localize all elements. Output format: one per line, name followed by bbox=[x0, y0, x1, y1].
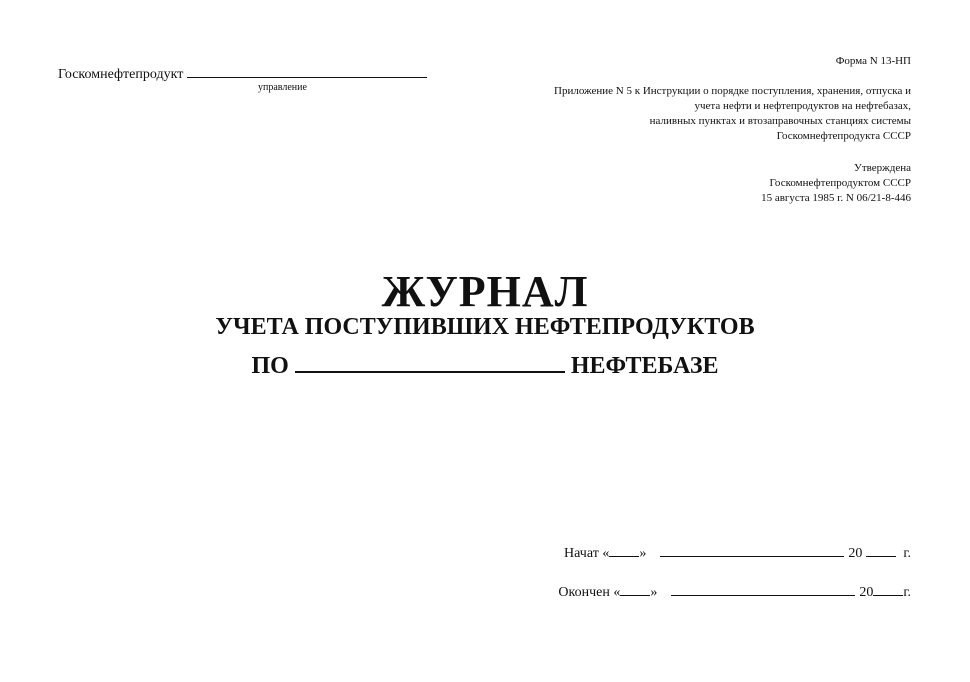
year-suffix: г. bbox=[903, 585, 911, 600]
start-year-blank-field[interactable] bbox=[866, 544, 896, 557]
document-title: ЖУРНАЛ bbox=[381, 267, 589, 316]
depot-suffix: НЕФТЕБАЗЕ bbox=[570, 353, 719, 379]
close-quote: » bbox=[650, 585, 658, 600]
year-prefix: 20 bbox=[848, 546, 863, 561]
appendix-line: Приложение N 5 к Инструкции о порядке поступления, хранения, отпуска и bbox=[554, 85, 911, 97]
end-year-blank-field[interactable] bbox=[873, 583, 903, 596]
organization-name: Госкомнефтепродукт bbox=[58, 67, 184, 82]
depot-prefix: ПО bbox=[251, 353, 289, 379]
approval-line: Госкомнефтепродуктом СССР bbox=[769, 177, 911, 189]
end-month-blank-field[interactable] bbox=[671, 583, 855, 596]
approval-line: 15 августа 1985 г. N 06/21-8-446 bbox=[761, 192, 911, 204]
start-date-line bbox=[564, 544, 911, 562]
form-number: Форма N 13-НП bbox=[835, 55, 911, 67]
appendix-line: Госкомнефтепродукта СССР bbox=[776, 130, 911, 142]
organization-blank-field[interactable] bbox=[187, 64, 427, 78]
organization-line bbox=[58, 64, 427, 83]
depot-name-blank-field[interactable] bbox=[295, 347, 565, 373]
year-suffix: г. bbox=[903, 546, 911, 561]
close-quote: » bbox=[639, 546, 647, 561]
start-month-blank-field[interactable] bbox=[660, 544, 844, 557]
open-quote: « bbox=[613, 585, 621, 600]
end-day-blank-field[interactable] bbox=[620, 583, 650, 596]
year-prefix: 20 bbox=[859, 585, 874, 600]
end-date-line bbox=[558, 583, 911, 601]
start-date-label: Начат bbox=[564, 546, 599, 561]
start-day-blank-field[interactable] bbox=[609, 544, 639, 557]
appendix-line: учета нефти и нефтепродуктов на нефтебазах, bbox=[694, 100, 911, 112]
document-subtitle: УЧЕТА ПОСТУПИВШИХ НЕФТЕПРОДУКТОВ bbox=[215, 314, 755, 340]
end-date-label: Окончен bbox=[558, 585, 610, 600]
approval-line: Утверждена bbox=[854, 162, 911, 174]
appendix-note bbox=[554, 84, 911, 144]
open-quote: « bbox=[602, 546, 610, 561]
depot-line bbox=[0, 347, 970, 380]
organization-caption: управление bbox=[258, 82, 307, 93]
appendix-line: наливных пунктах и втозаправочных станциях системы bbox=[649, 115, 911, 127]
approval-note bbox=[761, 161, 911, 206]
